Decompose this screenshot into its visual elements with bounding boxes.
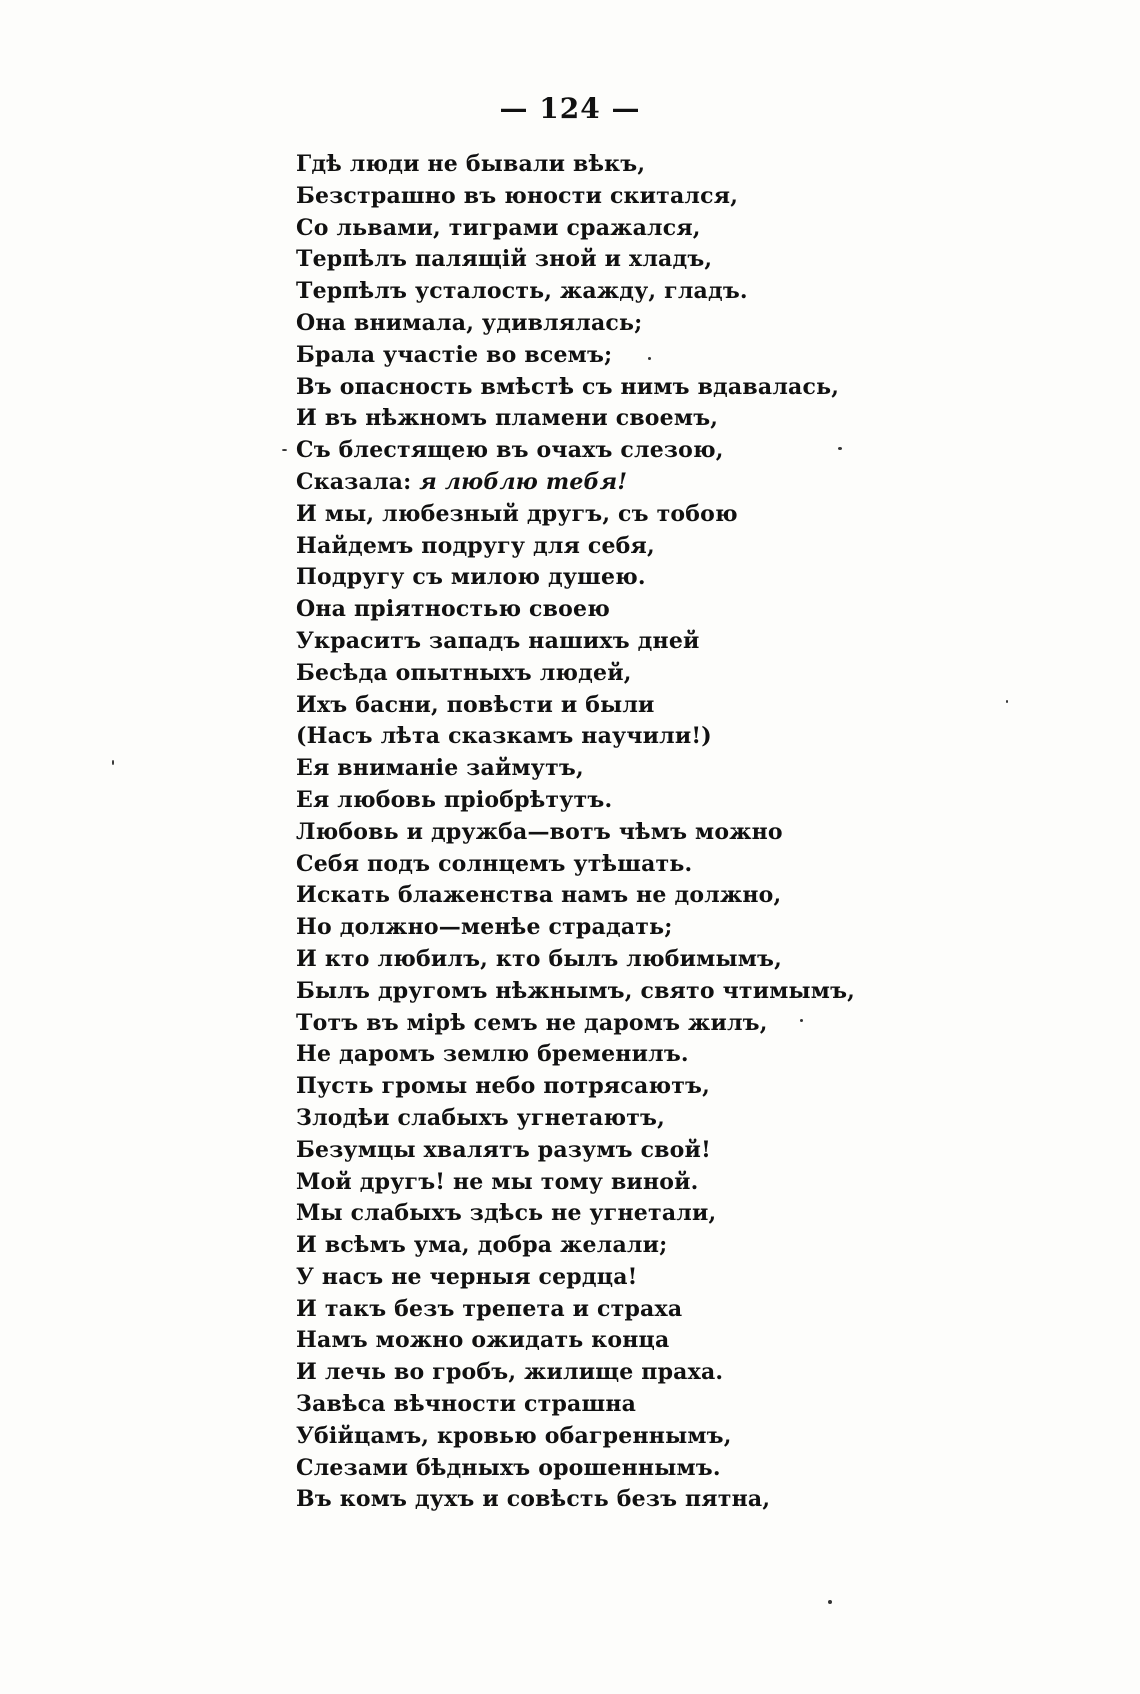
poem-line: Безумцы хвалятъ разумъ свой! [296, 1136, 711, 1163]
poem-line-emphasis: я люблю тебя! [419, 468, 628, 495]
poem-line: Ихъ басни, повѣсти и были [296, 691, 655, 718]
poem-line: Терпѣлъ усталость, жажду, гладъ. [296, 278, 748, 305]
poem-line: Бесѣда опытныхъ людей, [296, 659, 632, 686]
poem-line: Безстрашно въ юности скитался, [296, 182, 739, 209]
print-speck [282, 449, 287, 451]
poem-line: Мой другъ! не мы тому виной. [296, 1168, 699, 1195]
poem-line: Въ комъ духъ и совѣсть безъ пятна, [296, 1486, 771, 1513]
poem-line: Слезами бѣдныхъ орошеннымъ. [296, 1454, 721, 1481]
poem-line: Ея вниманіе займутъ, [296, 755, 584, 782]
poem-line: Украситъ западъ нашихъ дней [296, 627, 700, 654]
poem-line: И въ нѣжномъ пламени своемъ, [296, 405, 719, 432]
print-speck [800, 1019, 803, 1022]
poem-line: (Насъ лѣта сказкамъ научили!) [296, 723, 712, 750]
poem-line: Гдѣ люди не бывали вѣкъ, [296, 151, 646, 177]
poem-line: Не даромъ землю бременилъ. [296, 1041, 689, 1068]
poem-line: Злодѣи слабыхъ угнетаютъ, [296, 1104, 665, 1131]
poem-line: Убійцамъ, кровью обагреннымъ, [296, 1422, 732, 1449]
poem-line: Съ блестящею въ очахъ слезою, [296, 437, 724, 464]
poem-line: И мы, любезный другъ, съ тобою [296, 500, 738, 527]
poem-line: И всѣмъ ума, добра желали; [296, 1232, 668, 1259]
poem-line: Брала участіе во всемъ; [296, 341, 613, 368]
poem-line [296, 467, 855, 499]
print-speck [1006, 700, 1008, 703]
poem-line: Въ опасность вмѣстѣ съ нимъ вдавалась, [296, 373, 840, 400]
print-speck [112, 760, 114, 765]
poem-line: Со львами, тиграми сражался, [296, 214, 701, 241]
poem-line: У насъ не черныя сердца! [296, 1263, 638, 1290]
poem-line: И лечь во гробъ, жилище праха. [296, 1359, 724, 1386]
print-speck [828, 1600, 832, 1604]
poem-line: Терпѣлъ палящій зной и хладъ, [296, 246, 713, 273]
poem-line: Тотъ въ мірѣ семъ не даромъ жилъ, [296, 1009, 768, 1036]
print-speck [648, 357, 651, 360]
print-speck [838, 447, 842, 450]
poem-line: Но должно—менѣе страдать; [296, 914, 673, 941]
poem-line: И такъ безъ трепета и страха [296, 1295, 683, 1322]
poem-text [296, 149, 855, 1516]
poem-line: Она пріятностью своею [296, 596, 610, 623]
poem-line: Завѣса вѣчности страшна [296, 1391, 637, 1418]
poem-line: Найдемъ подругу для себя, [296, 532, 655, 559]
poem-line: Любовь и дружба—вотъ чѣмъ можно [296, 818, 783, 845]
poem-line: Себя подъ солнцемъ утѣшать. [296, 850, 693, 877]
poem-line: Подругу съ милою душею. [296, 564, 646, 591]
poem-line: Пусть громы небо потрясаютъ, [296, 1073, 710, 1100]
poem-line: Искать блаженства намъ не должно, [296, 882, 782, 909]
poem-line: Мы слабыхъ здѣсь не угнетали, [296, 1200, 717, 1227]
poem-line: Былъ другомъ нѣжнымъ, свято чтимымъ, [296, 977, 856, 1004]
page-number: — 124 — [499, 92, 641, 125]
poem-line: Намъ можно ожидать конца [296, 1327, 670, 1354]
poem-line: И кто любилъ, кто былъ любимымъ, [296, 945, 782, 972]
poem-line-text: Сказала: [296, 468, 420, 495]
poem-line: Ея любовь пріобрѣтутъ. [296, 786, 613, 813]
poem-line: Она внимала, удивлялась; [296, 309, 643, 336]
